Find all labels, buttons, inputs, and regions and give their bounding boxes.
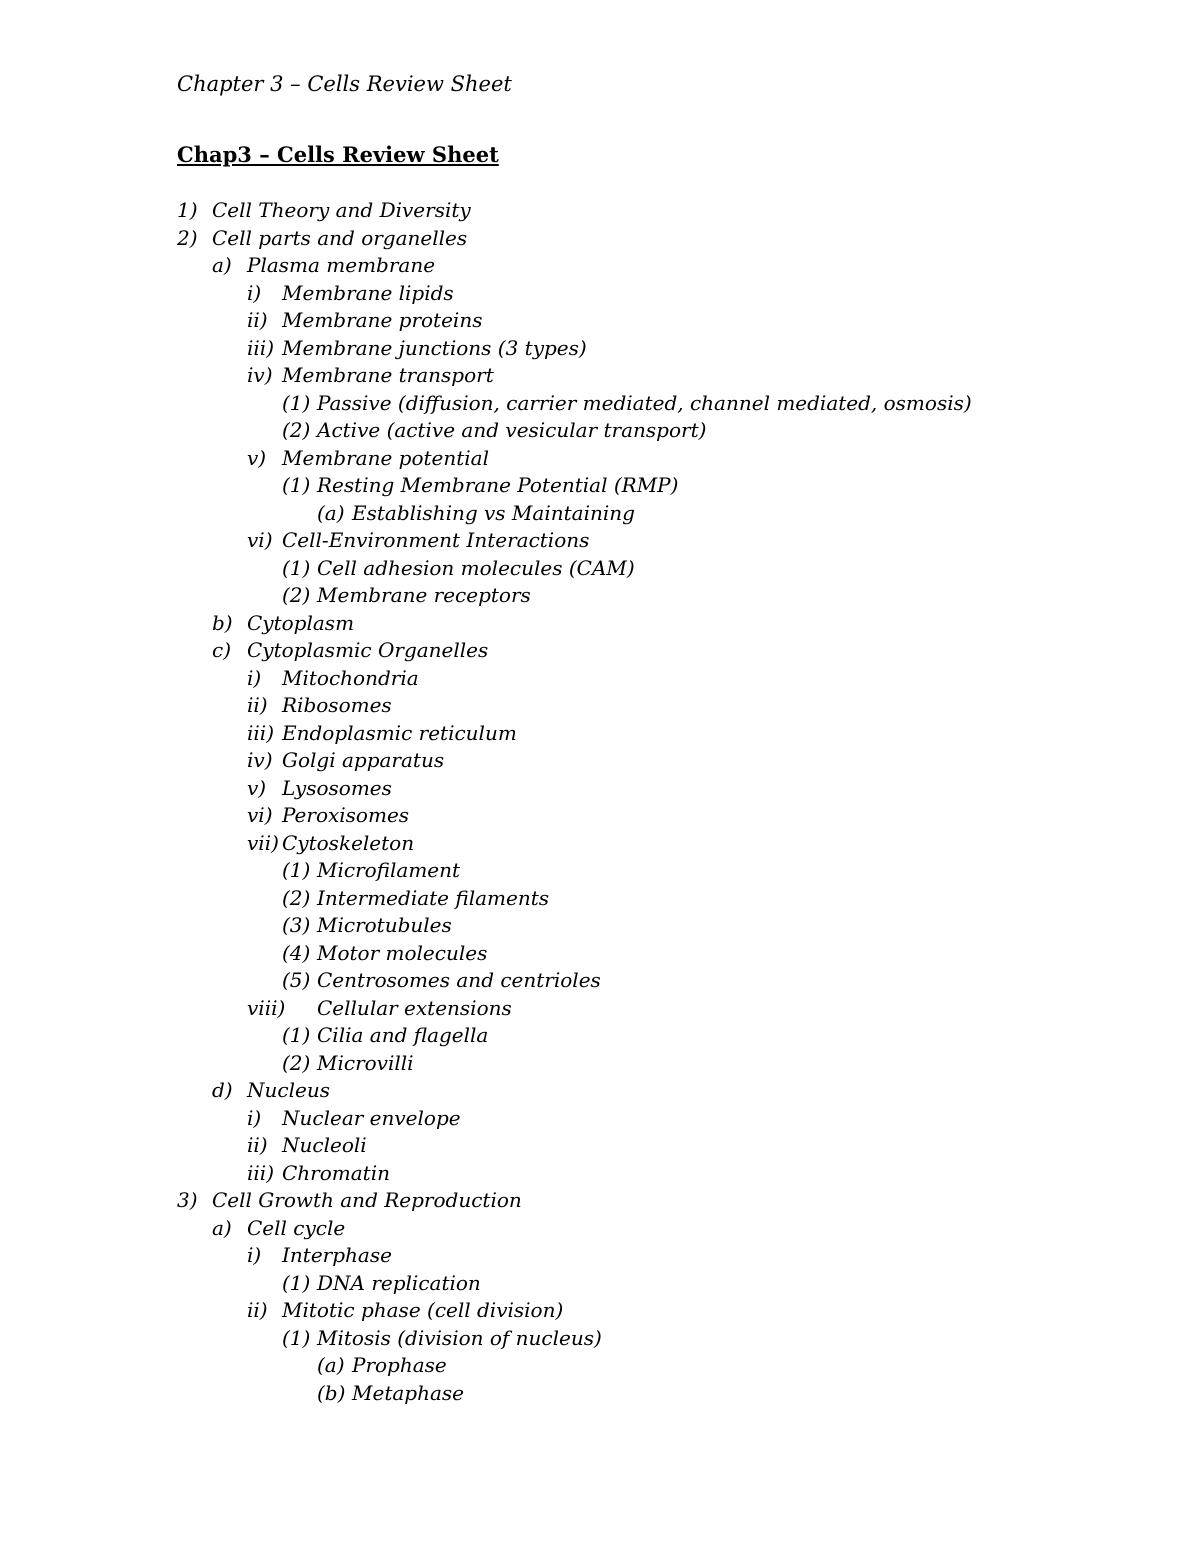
outline-text: Centrosomes and centrioles	[317, 968, 601, 992]
outline-marker: (2)	[282, 885, 311, 910]
outline-text: Nuclear envelope	[282, 1105, 461, 1130]
outline-item	[177, 472, 972, 500]
outline-marker: vi)	[247, 803, 273, 827]
outline-marker: 2)	[177, 225, 198, 250]
outline-marker: vii)	[247, 830, 279, 855]
outline-item	[177, 307, 972, 335]
outline-text: Cell-Environment Interactions	[282, 528, 590, 552]
outline-marker: iii)	[247, 335, 274, 360]
outline-marker: (5)	[282, 968, 311, 992]
outline-item	[177, 197, 972, 225]
outline-item	[177, 610, 972, 638]
outline-item	[177, 500, 972, 528]
outline-marker: b)	[212, 610, 233, 635]
outline-item	[177, 390, 972, 418]
outline-marker: ii)	[247, 308, 268, 332]
outline-text: Plasma membrane	[247, 253, 436, 277]
outline-marker: ii)	[247, 693, 268, 717]
outline-text: Microtubules	[317, 913, 452, 937]
outline-marker: a)	[212, 253, 232, 277]
outline-item	[177, 555, 972, 583]
outline-text: Cell Growth and Reproduction	[212, 1188, 522, 1212]
outline-item	[177, 1022, 972, 1050]
outline-marker: viii)	[247, 995, 286, 1020]
outline-item	[177, 995, 972, 1023]
outline-item	[177, 692, 972, 720]
outline-item	[177, 527, 972, 555]
outline-marker: (1)	[282, 858, 311, 882]
outline-text: Microfilament	[317, 858, 461, 882]
outline-text: Microvilli	[317, 1050, 414, 1075]
outline-text: Peroxisomes	[282, 803, 410, 827]
outline-item	[177, 1352, 972, 1380]
outline-text: Membrane lipids	[282, 280, 454, 305]
outline-text: Prophase	[352, 1353, 447, 1377]
outline-marker: (1)	[282, 390, 311, 415]
outline-text: Cell parts and organelles	[212, 225, 468, 250]
outline-marker: c)	[212, 638, 232, 662]
outline-marker: (1)	[282, 473, 311, 497]
outline-text: Interphase	[282, 1243, 392, 1267]
outline-marker: iv)	[247, 363, 273, 387]
outline-marker: iii)	[247, 1160, 274, 1185]
outline-marker: (1)	[282, 1270, 311, 1295]
outline-item	[177, 775, 972, 803]
outline-item	[177, 940, 972, 968]
outline-text: Nucleoli	[282, 1133, 367, 1157]
outline-text: Cellular extensions	[317, 995, 512, 1020]
outline-item	[177, 1187, 972, 1215]
outline-marker: (1)	[282, 1325, 311, 1350]
outline-text: Cell adhesion molecules (CAM)	[317, 555, 635, 580]
outline-text: Active (active and vesicular transport)	[317, 418, 707, 442]
outline-marker: (2)	[282, 583, 311, 607]
outline-marker: (4)	[282, 940, 311, 965]
outline-marker: i)	[247, 1243, 262, 1267]
outline-marker: ii)	[247, 1133, 268, 1157]
outline-item	[177, 747, 972, 775]
outline-text: Golgi apparatus	[282, 748, 445, 772]
outline-text: Cilia and flagella	[317, 1023, 489, 1047]
outline-item	[177, 1242, 972, 1270]
outline-marker: ii)	[247, 1298, 268, 1322]
outline-text: Membrane junctions (3 types)	[282, 335, 587, 360]
outline-item	[177, 1105, 972, 1133]
outline-text: Motor molecules	[317, 940, 488, 965]
outline-marker: (1)	[282, 1023, 311, 1047]
page-header: Chapter 3 – Cells Review Sheet	[177, 72, 512, 96]
outline-item	[177, 802, 972, 830]
outline-item	[177, 1380, 972, 1408]
outline-item	[177, 417, 972, 445]
outline-marker: (1)	[282, 555, 311, 580]
outline-marker: (b)	[317, 1380, 346, 1405]
outline-item	[177, 1297, 972, 1325]
outline-text: Cytoskeleton	[282, 830, 415, 855]
outline-item	[177, 1050, 972, 1078]
outline-marker: (a)	[317, 1353, 345, 1377]
outline-text: Mitochondria	[282, 665, 419, 690]
review-outline	[177, 197, 972, 1407]
outline-text: DNA replication	[317, 1270, 481, 1295]
outline-text: Mitotic phase (cell division)	[282, 1298, 564, 1322]
outline-text: Membrane transport	[282, 363, 494, 387]
outline-text: Metaphase	[352, 1380, 464, 1405]
outline-marker: iii)	[247, 720, 274, 745]
outline-item	[177, 1077, 972, 1105]
outline-item	[177, 252, 972, 280]
outline-item	[177, 582, 972, 610]
outline-marker: d)	[212, 1078, 233, 1102]
outline-item	[177, 1325, 972, 1353]
outline-marker: v)	[247, 775, 267, 800]
outline-text: Passive (diffusion, carrier mediated, channel mediated, osmosis)	[317, 390, 972, 415]
outline-text: Membrane receptors	[317, 583, 531, 607]
outline-text: Endoplasmic reticulum	[282, 720, 517, 745]
outline-item	[177, 1132, 972, 1160]
outline-item	[177, 280, 972, 308]
outline-marker: (3)	[282, 913, 311, 937]
outline-item	[177, 637, 972, 665]
outline-marker: iv)	[247, 748, 273, 772]
outline-item	[177, 335, 972, 363]
outline-text: Nucleus	[247, 1078, 330, 1102]
outline-item	[177, 445, 972, 473]
outline-text: Resting Membrane Potential (RMP)	[317, 473, 679, 497]
outline-item	[177, 1215, 972, 1243]
outline-text: Membrane proteins	[282, 308, 483, 332]
outline-item	[177, 912, 972, 940]
outline-text: Ribosomes	[282, 693, 392, 717]
outline-marker: (2)	[282, 418, 311, 442]
outline-item	[177, 1160, 972, 1188]
outline-marker: 1)	[177, 198, 198, 222]
outline-marker: vi)	[247, 528, 273, 552]
outline-text: Membrane potential	[282, 445, 489, 470]
outline-item	[177, 225, 972, 253]
outline-text: Cytoplasm	[247, 610, 355, 635]
outline-item	[177, 665, 972, 693]
document-title: Chap3 – Cells Review Sheet	[177, 142, 499, 167]
outline-marker: (a)	[317, 500, 345, 525]
outline-item	[177, 1270, 972, 1298]
outline-text: Establishing vs Maintaining	[352, 500, 635, 525]
outline-text: Lysosomes	[282, 775, 392, 800]
outline-marker: a)	[212, 1215, 232, 1240]
outline-item	[177, 362, 972, 390]
outline-text: Mitosis (division of nucleus)	[317, 1325, 602, 1350]
outline-text: Cytoplasmic Organelles	[247, 638, 489, 662]
outline-item	[177, 885, 972, 913]
outline-text: Chromatin	[282, 1160, 390, 1185]
outline-item	[177, 830, 972, 858]
outline-item	[177, 967, 972, 995]
outline-marker: 3)	[177, 1188, 198, 1212]
outline-marker: (2)	[282, 1050, 311, 1075]
outline-text: Cell Theory and Diversity	[212, 198, 471, 222]
outline-marker: i)	[247, 1105, 262, 1130]
outline-marker: v)	[247, 445, 267, 470]
outline-item	[177, 720, 972, 748]
outline-text: Intermediate filaments	[317, 885, 550, 910]
outline-marker: i)	[247, 665, 262, 690]
outline-marker: i)	[247, 280, 262, 305]
outline-text: Cell cycle	[247, 1215, 346, 1240]
outline-item	[177, 857, 972, 885]
